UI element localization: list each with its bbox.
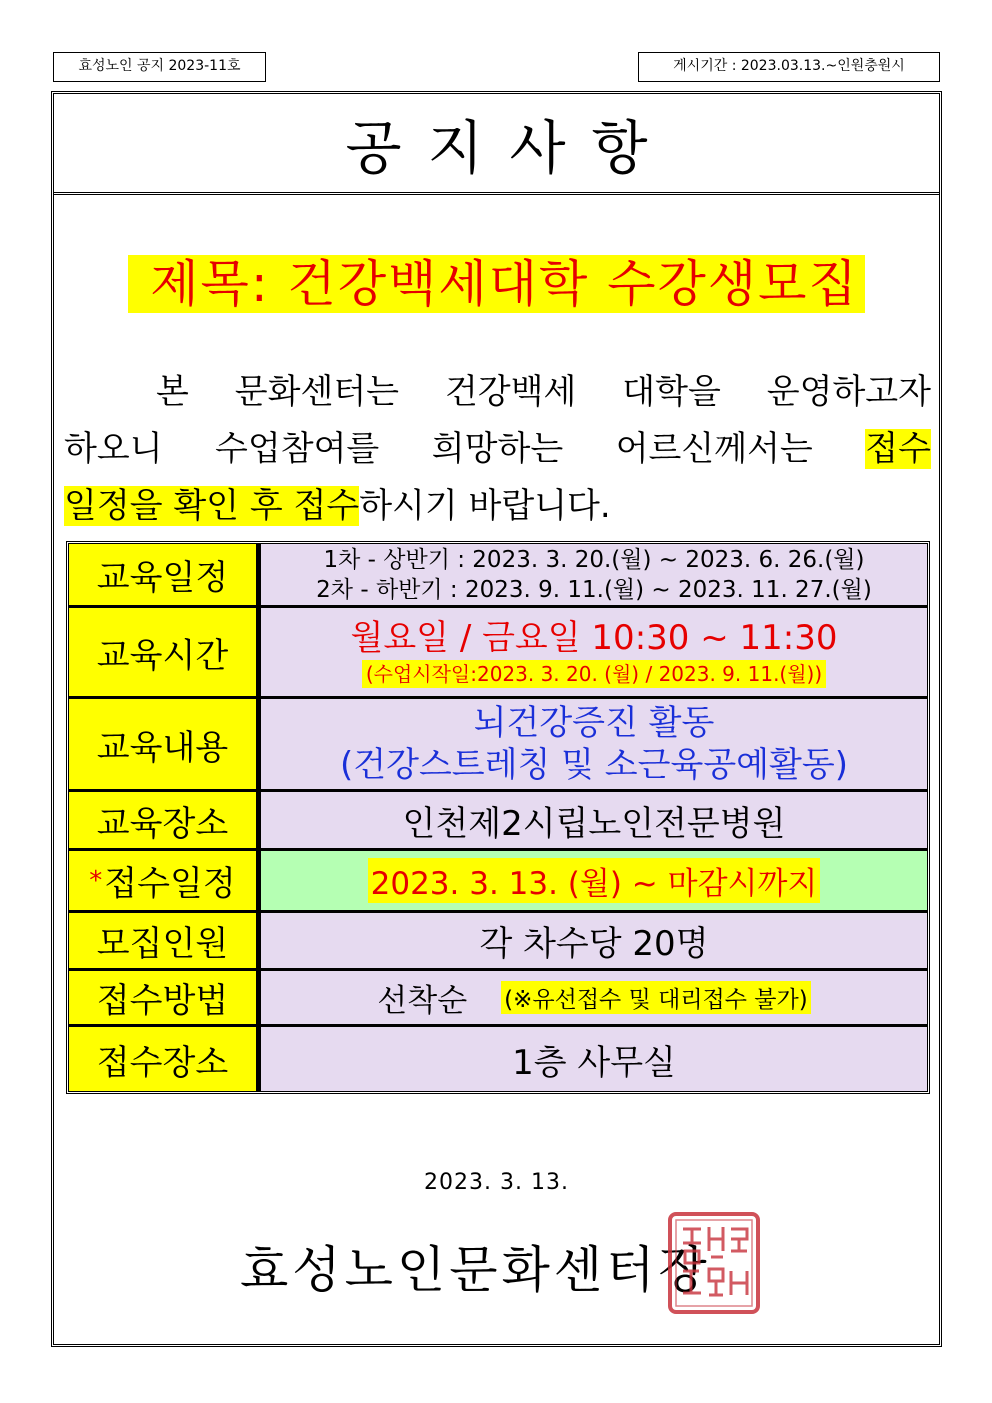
table-row-method (69, 971, 927, 1027)
signature: 효성노인문화센터장 (240, 1241, 711, 1299)
table-row-content (69, 699, 927, 792)
value-capacity: 각 차수당 20명 (261, 913, 927, 968)
intro-highlight-2: 일정을 확인 후 접수 (64, 486, 360, 526)
label-location: 접수장소 (69, 1027, 261, 1091)
intro-line-2-text: 하오니 수업참여를 희망하는 어르신께서는 (64, 429, 866, 469)
subject-text: 제목: 건강백세대학 수강생모집 (128, 255, 865, 313)
posting-period: 게시기간 : 2023.03.13.~인원충원시 (638, 52, 940, 82)
table-row-capacity (69, 913, 927, 971)
intro-line-3-text: 하시기 바랍니다. (359, 486, 611, 526)
table-row-place (69, 792, 927, 851)
value-method (261, 971, 927, 1024)
title-box (54, 94, 939, 195)
table-row-location (69, 1027, 927, 1091)
method-note: (※유선접수 및 대리접수 불가) (501, 981, 811, 1014)
notice-number: 효성노인 공지 2023-11호 (53, 52, 266, 82)
label-method: 접수방법 (69, 971, 261, 1024)
schedule-second: 2차 - 하반기 : 2023. 9. 11.(월) ~ 2023. 11. 27.(월) (316, 576, 872, 603)
intro-line-2 (64, 421, 931, 478)
intro-line-3 (64, 478, 931, 535)
subject-banner (54, 244, 939, 316)
method-text: 선착순 (377, 983, 468, 1019)
intro-paragraph (64, 364, 931, 535)
page-title: 공지사항 (345, 114, 674, 182)
value-place: 인천제2시립노인전문병원 (261, 792, 927, 848)
label-capacity: 모집인원 (69, 913, 261, 968)
intro-line-1: 본 문화센터는 건강백세 대학을 운영하고자 (156, 372, 931, 412)
value-registration (261, 851, 927, 910)
class-time: 월요일 / 금요일 10:30 ~ 11:30 (350, 618, 838, 658)
intro-highlight-1: 접수 (865, 429, 931, 469)
label-time: 교육시간 (69, 608, 261, 696)
value-content (261, 699, 927, 789)
class-start-date: (수업시작일:2023. 3. 20. (월) / 2023. 9. 11.(월)) (362, 660, 826, 688)
value-time (261, 608, 927, 696)
label-registration (69, 851, 261, 910)
notice-date: 2023. 3. 13. (424, 1170, 569, 1195)
table-row-time (69, 608, 927, 699)
info-table (66, 541, 930, 1094)
notice-frame (51, 91, 942, 1347)
label-registration-text: 접수일정 (104, 864, 236, 904)
value-location: 1층 사무실 (261, 1027, 927, 1091)
label-content: 교육내용 (69, 699, 261, 789)
table-row-schedule (69, 544, 927, 608)
content-detail: (건강스트레칭 및 소근육공예활동) (340, 745, 848, 785)
content-title: 뇌건강증진 활동 (473, 703, 715, 743)
label-place: 교육장소 (69, 792, 261, 848)
value-schedule (261, 544, 927, 605)
label-schedule: 교육일정 (69, 544, 261, 605)
table-row-registration (69, 851, 927, 913)
registration-period: 2023. 3. 13. (월) ~ 마감시까지 (368, 858, 821, 903)
official-seal-icon (667, 1211, 761, 1315)
required-mark: * (89, 865, 103, 896)
schedule-first: 1차 - 상반기 : 2023. 3. 20.(월) ~ 2023. 6. 26.(월) (323, 546, 865, 573)
